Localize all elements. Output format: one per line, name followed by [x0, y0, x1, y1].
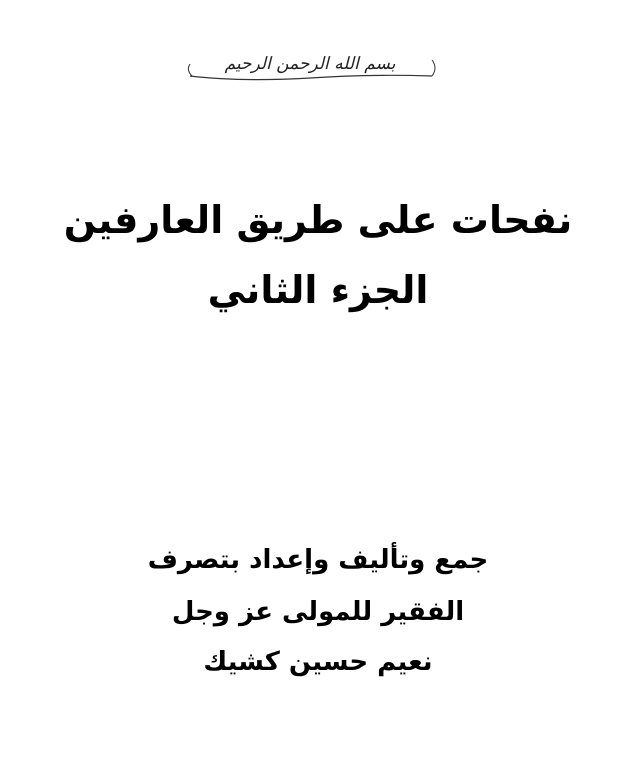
volume-label: الجزء الثاني — [207, 268, 429, 312]
book-title: نفحات على طريق العارفين — [63, 198, 573, 242]
basmala-calligraphy — [170, 38, 450, 90]
author-name: نعيم حسين كشيك — [203, 647, 433, 677]
compilation-note: جمع وتأليف وإعداد بتصرف — [147, 545, 489, 575]
author-epithet: الفقير للمولى عز وجل — [171, 597, 465, 627]
basmala-text: بسم الله الرحمن الرحيم — [224, 54, 396, 74]
